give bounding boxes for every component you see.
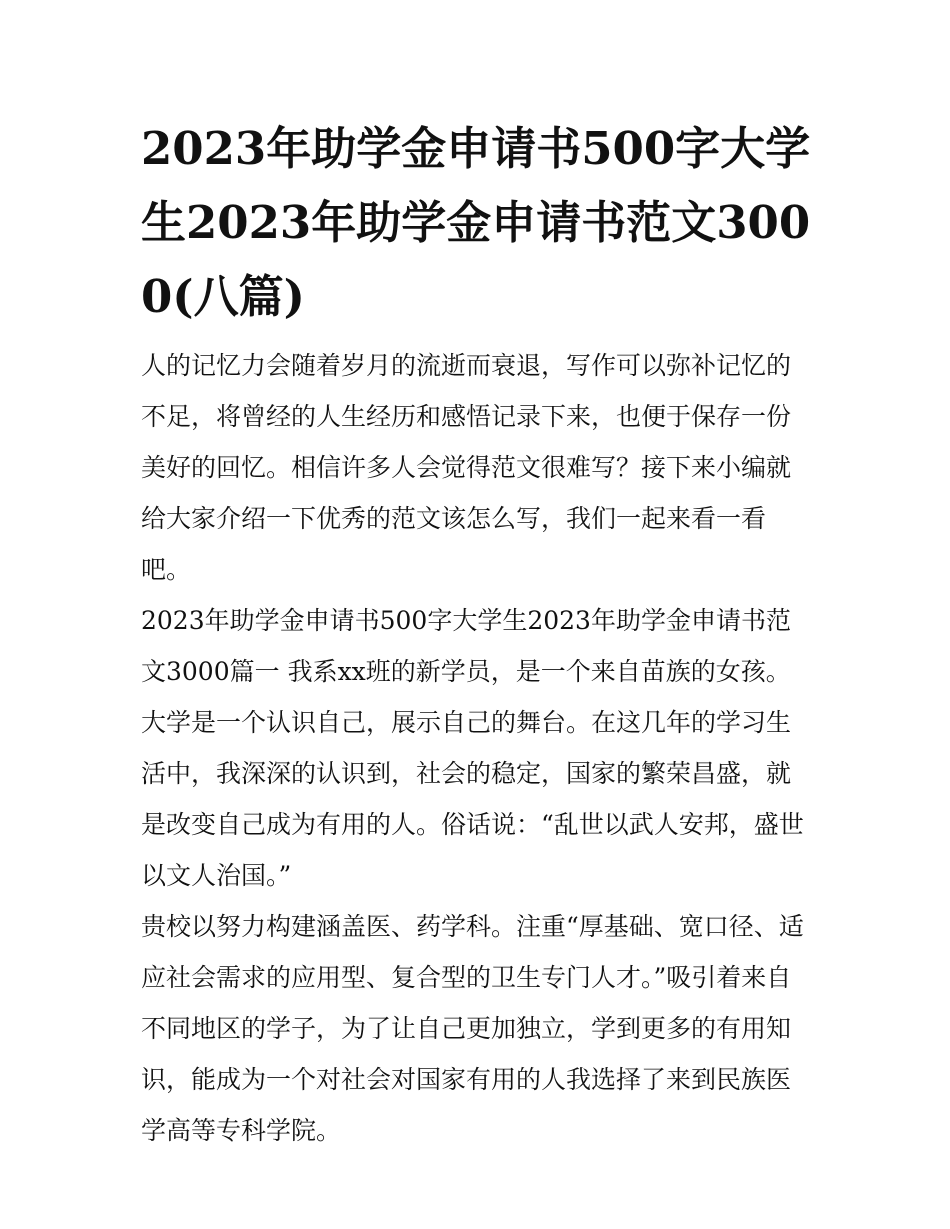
paragraph-university: 大学是一个认识自己，展示自己的舞台。在这几年的学习生活中，我深深的认识到，社会的稳定，国家的繁荣昌盛，就是改变自己成为有用的人。俗话说：“乱世以武人安邦，盛世以文人治国。” bbox=[141, 708, 804, 890]
paragraph-section-one: 2023年助学金申请书500字大学生2023年助学金申请书范文3000篇一 我系xx班的新学员，是一个来自苗族的女孩。 bbox=[141, 606, 791, 686]
document-title: 2023年助学金申请书500字大学生2023年助学金申请书范文3000(八篇) bbox=[141, 122, 811, 323]
paragraph-intro: 人的记忆力会随着岁月的流逝而衰退，写作可以弥补记忆的不足，将曾经的人生经历和感悟记录下来，也便于保存一份美好的回忆。相信许多人会觉得范文很难写？接下来小编就给大家介绍一下优秀的范文该怎么写，我们一起来看一看吧。 bbox=[141, 351, 792, 584]
paragraph-school: 贵校以努力构建涵盖医、药学科。注重“厚基础、宽口径、适应社会需求的应用型、复合型的卫生专门人才。”吸引着来自不同地区的学子，为了让自己更加独立，学到更多的有用知识，能成为一个对社会对国家有用的人我选择了来到民族医学高等专科学院。 bbox=[141, 912, 804, 1145]
document-content bbox=[141, 112, 813, 1156]
